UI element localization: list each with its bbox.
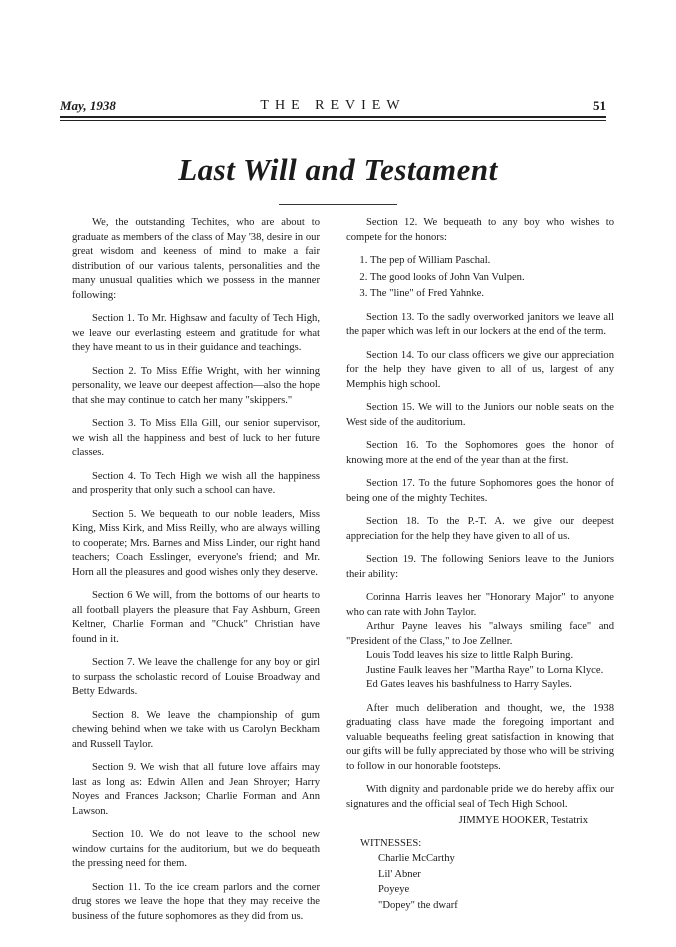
section-paragraph: Section 10. We do not leave to the school new window curtains for the auditorium, but we do bequeath the pressing need for them. bbox=[72, 829, 320, 869]
header-rule-thick bbox=[60, 116, 606, 118]
section-paragraph: Section 13. To the sadly overworked janitors we leave all the paper which was left in our lockers at the end of the term. bbox=[346, 311, 614, 337]
bequest-item: Justine Faulk leaves her "Martha Raye" to Lorna Klyce. bbox=[366, 664, 604, 676]
right-column bbox=[346, 216, 614, 914]
section-paragraph: Section 17. To the future Sophomores goes the honor of being one of the mighty Techites. bbox=[346, 478, 614, 504]
section-paragraph: Section 1. To Mr. Highsaw and faculty of Tech High, we leave our everlasting esteem and gratitude for what they have meant to us in their guidance and teachings. bbox=[72, 313, 320, 353]
title-divider bbox=[279, 204, 397, 205]
witness-name: Charlie McCarthy bbox=[378, 853, 455, 864]
list-item: 3. The "line" of Fred Yahnke. bbox=[370, 287, 614, 302]
section-paragraph: Section 11. To the ice cream parlors and the corner drug stores we leave the hope that they may receive the business of the future sophomores as they did from us. bbox=[72, 881, 320, 922]
section-paragraph: Section 3. To Miss Ella Gill, our senior supervisor, we wish all the happiness and best of luck to her future classes. bbox=[72, 418, 320, 458]
section-paragraph: Section 4. To Tech High we wish all the happiness and prosperity that only such a school can have. bbox=[72, 470, 320, 496]
section-paragraph: Section 15. We will to the Juniors our noble seats on the West side of the auditorium. bbox=[346, 402, 614, 428]
list-item: 1. The pep of William Paschal. bbox=[370, 254, 614, 269]
bequest-item: Arthur Payne leaves his "always smiling face" and "President of the Class," to Joe Zellner. bbox=[346, 621, 614, 647]
section-paragraph: Section 6 We will, from the bottoms of our hearts to all football players the pleasure that Fay Ashburn, Green Keltner, Charlie Forman and "Chuck" Christian have found in it. bbox=[72, 590, 320, 645]
bequest-item: Corinna Harris leaves her "Honorary Major" to anyone who can rate with John Taylor. bbox=[346, 592, 614, 618]
bequest-item: Ed Gates leaves his bashfulness to Harry Sayles. bbox=[366, 679, 572, 690]
section-paragraph: Section 18. To the P.-T. A. we give our deepest appreciation for the help they have given to all of us. bbox=[346, 516, 614, 542]
article-title: Last Will and Testament bbox=[178, 152, 498, 187]
witness-name: Lil' Abner bbox=[378, 868, 421, 880]
list-item: 2. The good looks of John Van Vulpen. bbox=[370, 271, 614, 286]
testatrix-signature: JIMMYE HOOKER, Testatrix bbox=[458, 815, 588, 826]
page-header bbox=[60, 98, 606, 118]
issue-date: May, 1938 bbox=[60, 98, 116, 113]
section-paragraph: Section 12. We bequeath to any boy who wishes to compete for the honors: bbox=[346, 217, 614, 243]
section-paragraph: Section 9. We wish that all future love affairs may last as long as: Edwin Allen and Jean Shroyer; Harry Noyes and Frances Jackson; Charlie Forman and Ann Lawson. bbox=[72, 762, 320, 817]
honors-list bbox=[346, 254, 614, 302]
publication-title: THE REVIEW bbox=[260, 98, 406, 113]
closing-paragraph: With dignity and pardonable pride we do hereby affix our signatures and the official seal of Tech High School. bbox=[346, 784, 614, 810]
witness-name: Poyeye bbox=[378, 884, 410, 895]
section-paragraph: Section 16. To the Sophomores goes the honor of knowing more at the end of the year than at the first. bbox=[346, 440, 614, 466]
section-paragraph: Section 8. We leave the championship of gum chewing behind when we take with us Carolyn Beckham and Russell Taylor. bbox=[72, 709, 320, 750]
section-paragraph: Section 2. To Miss Effie Wright, with her winning personality, we leave our deepest affection—also the hope that she may continue to catch her many "skippers." bbox=[72, 365, 320, 406]
left-column bbox=[72, 216, 320, 933]
header-rule-thin bbox=[60, 120, 606, 121]
witnesses-label: WITNESSES: bbox=[360, 837, 422, 849]
page-number: 51 bbox=[593, 98, 606, 113]
closing-paragraph: After much deliberation and thought, we, the 1938 graduating class have made the foregoing important and valuable bequeaths feeling great satisfaction in knowing that our gifts will be fully appreciated by those who will be striving to follow in our honorable footsteps. bbox=[346, 702, 614, 772]
preamble-paragraph: We, the outstanding Techites, who are about to graduate as members of the class of May '38, desire in our great wisdom and keeness of mind to make a fair distribution of our various talents, personalities and the many unusual qualities which we possess in the manner following: bbox=[72, 217, 320, 301]
section-paragraph: Section 7. We leave the challenge for any boy or girl to surpass the scholastic record of Louise Broadway and Betty Edwards. bbox=[72, 657, 320, 697]
section-paragraph: Section 19. The following Seniors leave to the Juniors their ability: bbox=[346, 554, 614, 580]
witness-name: "Dopey" the dwarf bbox=[378, 899, 458, 911]
section-paragraph: Section 5. We bequeath to our noble leaders, Miss King, Miss Kirk, and Miss Reilly, who are always willing to cooperate; Mrs. Barnes and Miss Linder, our right hand teachers; Coach Esslinger, everyone's friend; and Mr. Horn all the pleasures and good wishes only they deserve. bbox=[72, 508, 320, 578]
bequest-item: Louis Todd leaves his size to little Ralph Buring. bbox=[366, 650, 574, 661]
section-paragraph: Section 14. To our class officers we give our appreciation for the help they have given to all of us, largest of any Memphis high school. bbox=[346, 349, 614, 390]
